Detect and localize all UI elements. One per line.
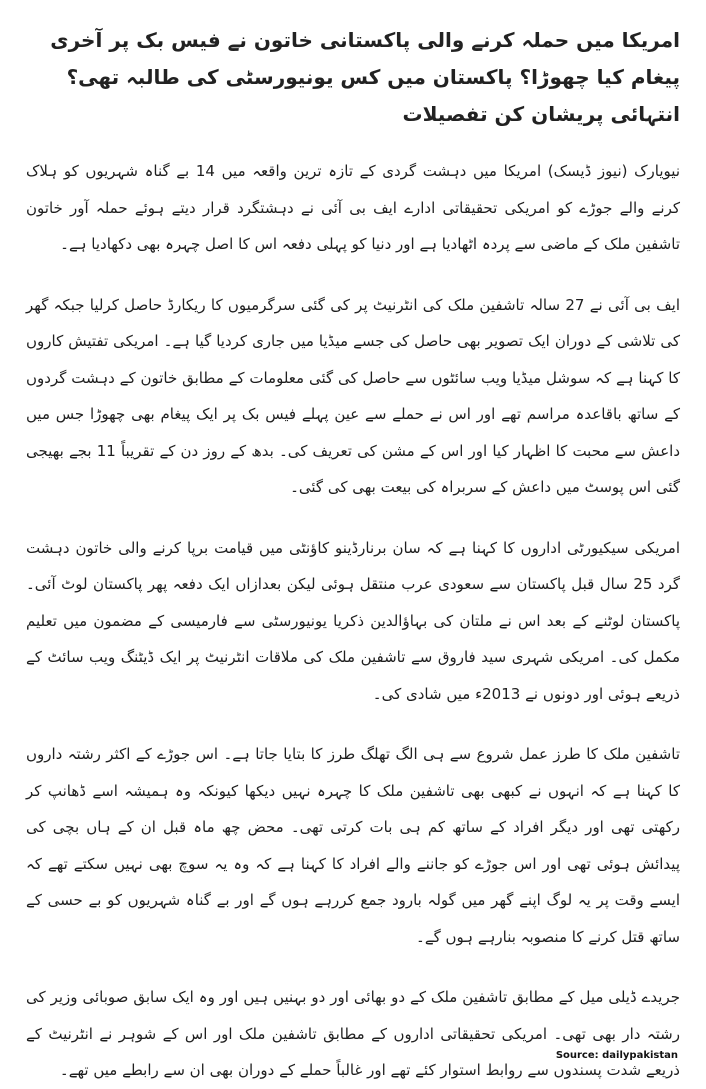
article-paragraph-4: تاشفین ملک کا طرز عمل شروع سے ہی الگ تھلگ طرز کا بتایا جاتا ہے۔ اس جوڑے کے اکثر رشتہ داروں کا کہنا ہے کہ انہوں نے کبھی بھی تاشفین ملک کا چہرہ نہیں دیکھا کیونکہ وہ ہمیشہ اسے ڈھانپ کر رکھتی تھی اور دیگر افراد کے ساتھ کم ہی بات کرتی تھی۔ محض چھ ماہ قبل ان کے ہاں بچی کی پیدائش ہوئی تھی اور اس جوڑے کو جاننے والے افراد کا کہنا ہے کہ وہ یہ سوچ بھی نہیں سکتے تھے کہ ایسے وقت پر یہ لوگ اپنے گھر میں گولہ بارود جمع کررہے ہوں گے اور بے گناہ شہریوں کو بے حسی کے ساتھ قتل کرنے کا منصوبہ بنارہے ہوں گے۔ [26, 745, 680, 946]
article-paragraph-5: جریدے ڈیلی میل کے مطابق تاشفین ملک کے دو بھائی اور دو بہنیں ہیں اور وہ ایک سابق صوبائی وزیر کی رشتہ دار بھی تھی۔ امریکی تحقیقاتی اداروں کے مطابق تاشفین ملک اور اس کے شوہر نے انٹرنیٹ کے ذریعے شدت پسندوں سے روابط استوار کئے تھے اور غالباً حملے کے دوران بھی ان سے رابطے میں تھے۔ [26, 988, 680, 1079]
article-paragraph-1: نیویارک (نیوز ڈیسک) امریکا میں دہشت گردی کے تازہ ترین واقعہ میں 14 بے گناہ شہریوں کو ہلاک کرنے والے جوڑے کو امریکی تحقیقاتی ادارے ایف بی آئی نے دہشتگرد قرار دیتے ہوئے حملہ آور خاتون تاشفین ملک کے ماضی سے پردہ اٹھادیا ہے اور دنیا کو پہلی دفعہ اس کا اصل چہرہ بھی دکھادیا ہے۔ [26, 162, 680, 253]
source-credit: Source: dailypakistan [555, 1050, 678, 1061]
article-paragraph-3: امریکی سیکیورٹی اداروں کا کہنا ہے کہ سان برنارڈینو کاؤنٹی میں قیامت برپا کرنے والی خاتون دہشت گرد 25 سال قبل پاکستان سے سعودی عرب منتقل ہوئی لیکن بعدازاں ایک دفعہ پھر پاکستان لوٹ آئی۔ پاکستان لوٹنے کے بعد اس نے ملتان کی بہاؤالدین ذکریا یونیورسٹی سے فارمیسی کے مضمون میں تعلیم مکمل کی۔ امریکی شہری سید فاروق سے تاشفین ملک کی ملاقات انٹرنیٹ پر ایک ڈیٹنگ ویب سائٹ کے ذریعے ہوئی اور دونوں نے 2013ء میں شادی کی۔ [26, 538, 680, 703]
article-headline: امریکا میں حملہ کرنے والی پاکستانی خاتون نے فیس بک پر آخری پیغام کیا چھوڑا؟ پاکستان میں کس یونیورسٹی کی طالبہ تھی؟ انتہائی پریشان کن تفصیلات [50, 28, 680, 126]
article-paragraph-2: ایف بی آئی نے 27 سالہ تاشفین ملک کی انٹرنیٹ پر کی گئی سرگرمیوں کا ریکارڈ حاصل کرلیا جبکہ گھر کی تلاشی کے دوران ایک تصویر بھی حاصل کی جسے میڈیا میں جاری کردیا گیا ہے۔ امریکی تفتیش کاروں کا کہنا ہے کہ سوشل میڈیا ویب سائٹوں سے حاصل کی گئی معلومات کے مطابق خاتون کے دہشت گردوں کے ساتھ باقاعدہ مراسم تھے اور اس نے حملے سے عین پہلے فیس بک پر ایک پیغام بھی چھوڑا جس میں داعش سے محبت کا اظہار کیا اور اس کے مشن کی تعریف کی۔ بدھ کے روز دن کے تقریباً 11 بجے بھیجی گئی اس پوسٹ میں داعش کے سربراہ کی بیعت بھی کی گئی۔ [26, 295, 680, 496]
